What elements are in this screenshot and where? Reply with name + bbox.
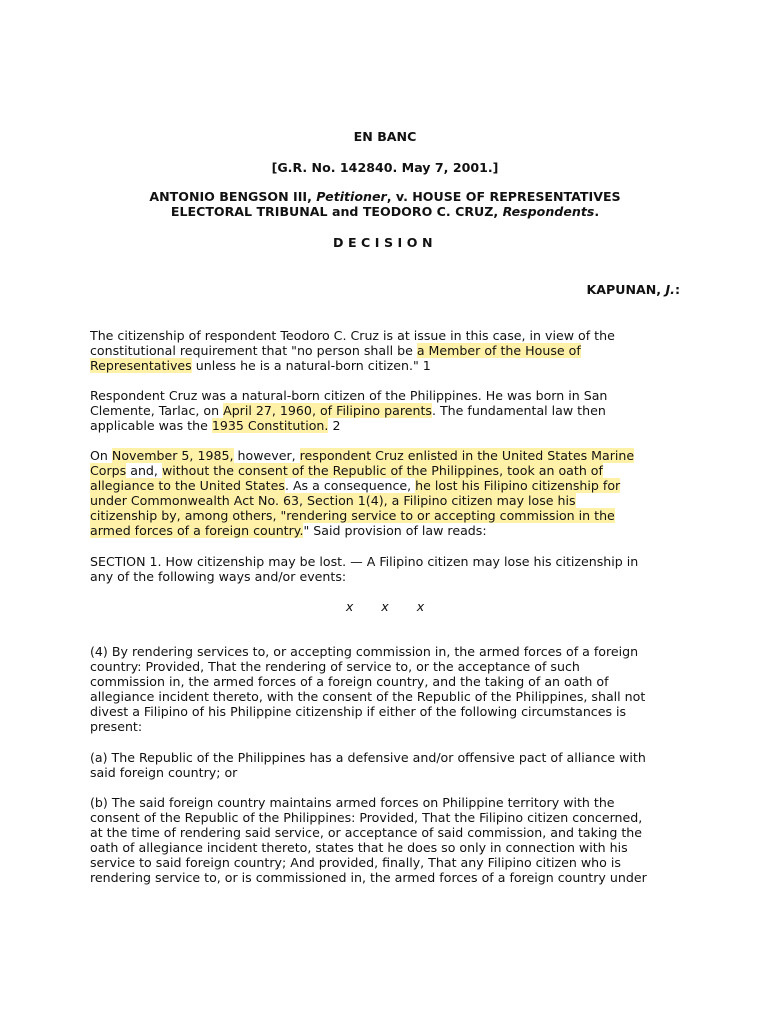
case-number: [G.R. No. 142840. May 7, 2001.] [271,160,499,175]
parties-line-2: ELECTORAL TRIBUNAL and TEODORO C. CRUZ, Respondents. [170,204,600,219]
parties-line-1: ANTONIO BENGSON III, Petitioner, v. HOUSE OF REPRESENTATIVES [149,189,621,204]
document-page: EN BANC [G.R. No. 142840. May 7, 2001.] ANTONIO BENGSON III, Petitioner, v. HOUSE OF REPRESENTATIVES ELECTORAL TRIBUNAL and TEODORO C. CRUZ, Respondents. DECISION KAPUNAN, J.: The citizenship of respondent Teodoro C. Cruz is at issue in this case, in view of the constitutional requirement that "no person shall be a Member of the House of Representatives unless he is a natural-born citizen." 1 Respondent Cruz was a natural-born citizen of the Philippines. He was born in San Clemente, Tarlac, on April 27, 1960, of Filipino parents. The fundamental law then applicable was the 1935 Constitution. 2 On November 5, 1985, however, respondent Cruz enlisted in the United States Marine Corps and, without the consent of the Republic of the Philippines, took an oath of allegiance to the United States. As a consequence, he lost his Filipino citizenship for under Commonwealth Act No. 63, Section 1(4), a Filipino citizen may lose his citizenship by, among others, "rendering service to or accepting commission in the armed forces of a foreign country." Said provision of law reads: SECTION 1. How citizenship may be lost. — A Filipino citizen may lose his citizenship in any of the following ways and/or events: x x x (4) By rendering services to, or accepting commission in, the armed forces of a foreign country: Provided, That the rendering of service to, or the acceptance of such commission in, the armed forces of a foreign country, and the taking of an oath of allegiance incident thereto, with the consent of the Republic of the Philippines, shall not divest a Filipino of his Philippine citizenship if either of the following circumstances is present: (a) The Republic of the Philippines has a defensive and/or offensive pact of alliance with said foreign country; or (b) The said foreign country maintains armed forces on Philippine territory with the consent of the Republic of the Philippines: Provided, That the Filipino citizen concerned, at the time of rendering said service, or acceptance of said commission, and taking the oath of allegiance incident thereto, states that he does so only in connection with his service to said foreign country; And provided, finally, That any Filipino citizen who is rendering service to, or is commissioned in, the armed forces of a foreign country under [90,129,680,885]
ellipsis-separator: x x x [345,599,425,614]
decision-heading: DECISION [333,235,437,250]
division-heading: EN BANC [353,129,417,144]
ponente: KAPUNAN, J.: [586,282,680,297]
